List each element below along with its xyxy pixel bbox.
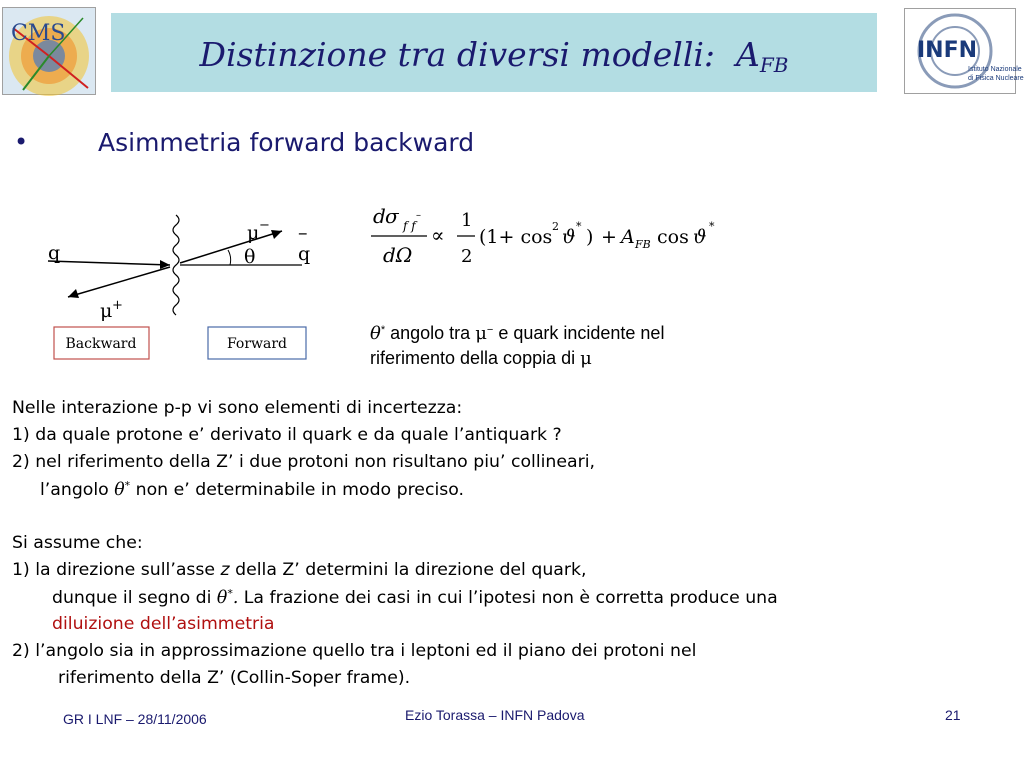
theta-symbol: θ (370, 323, 381, 344)
mu-symbol-2: μ (580, 348, 592, 369)
infn-logo (904, 8, 1024, 94)
scattering-diagram (40, 205, 330, 365)
mu-minus-label: μ (247, 222, 260, 244)
formula-two: 2 (461, 246, 473, 267)
formula-d: d (373, 204, 386, 228)
backward-label: Backward (65, 336, 137, 352)
theta-star: * (380, 324, 386, 336)
quark-label: q (48, 242, 61, 264)
angle-arc (228, 250, 231, 265)
body-line-7-star: * (227, 587, 233, 600)
theta-definition (370, 318, 664, 371)
formula-theta: ϑ (562, 226, 576, 248)
body-line-7-b: La frazione dei casi in cui l’ipotesi non è corretta produce una (238, 588, 778, 608)
mu-minus-arrowhead (271, 230, 282, 239)
formula-prop: ∝ (431, 223, 445, 247)
forward-label: Forward (226, 336, 288, 352)
antiquark-bar: – (298, 222, 308, 244)
footer-left: GR I LNF – 28/11/2006 (63, 711, 207, 727)
body-line-5: Si assume che: (12, 533, 143, 553)
formula-theta2: ϑ (693, 226, 707, 248)
formula-ff: f f (403, 219, 416, 233)
mu-minus-sign: − (259, 218, 270, 233)
body-line-6-z: z (220, 560, 230, 580)
body-line-2: 1) da quale protone e’ derivato il quark e da quale l’antiquark ? (12, 425, 562, 445)
theta-definition-line1 (370, 318, 664, 346)
title-symbol: A (736, 35, 760, 74)
body-line-6-a: 1) la direzione sull’asse (12, 560, 221, 580)
formula-A: A (621, 226, 635, 248)
slide-title (111, 35, 877, 77)
body-line-10: riferimento della Z’ (Collin-Soper frame). (58, 668, 411, 688)
mu-plus-arrowhead (68, 289, 79, 298)
body-line-3: 2) nel riferimento della Z’ i due protoni non risultano piu’ collineari, (12, 452, 595, 472)
body-line-1: Nelle interazione p-p vi sono elementi di incertezza: (12, 398, 463, 418)
infn-logo-sub1: Istituto Nazionale (968, 66, 1022, 73)
footer-center: Ezio Torassa – INFN Padova (405, 707, 585, 723)
mu-plus-label: μ (100, 300, 113, 322)
body-line-4-b: non e’ determinabile in modo preciso. (130, 480, 465, 500)
infn-logo-sub2: di Fisica Nucleare (968, 75, 1024, 82)
theta-text-c: riferimento della coppia di (370, 348, 581, 368)
formula-cos: cos (657, 226, 689, 248)
formula-star2: * (709, 220, 715, 233)
formula-paren-close: ) (586, 226, 594, 248)
formula-domega: dΩ (383, 243, 413, 267)
mu-plus-line (68, 267, 170, 297)
page-number: 21 (945, 707, 961, 723)
mu-minus-sup: − (486, 324, 494, 336)
wavy-line (173, 215, 179, 315)
theta-definition-line2 (370, 346, 664, 371)
body-line-7-a: dunque il segno di (52, 588, 217, 608)
body-line-8: diluizione dell’asimmetria (52, 614, 275, 634)
cms-logo-text: CMS (11, 21, 66, 46)
formula-square: 2 (552, 220, 559, 233)
body-line-7 (52, 587, 778, 608)
section-heading: Asimmetria forward backward (98, 128, 475, 157)
quark-line (48, 261, 170, 265)
title-subscript: FB (759, 53, 789, 77)
body-line-7-dot: . (232, 588, 239, 608)
body-line-6 (12, 560, 586, 580)
body-line-4-a: l’angolo (40, 480, 115, 500)
formula-plus: + (601, 226, 617, 248)
cms-logo (2, 7, 96, 95)
body-line-4-star: * (124, 479, 131, 492)
theta-text-b: e quark incidente nel (493, 323, 665, 343)
title-band (111, 13, 877, 92)
body-line-4 (40, 479, 464, 500)
formula-sigma: σ (385, 204, 399, 228)
body-line-7-theta: θ (216, 588, 228, 608)
body-line-4-theta: θ (114, 480, 125, 500)
formula-ff-bar: – (416, 210, 421, 221)
asymmetry-formula (365, 198, 745, 278)
formula-paren-open: (1+ cos (479, 226, 553, 248)
mu-plus-sign: + (112, 298, 123, 313)
formula-one: 1 (461, 210, 473, 231)
formula-FB: FB (635, 238, 651, 251)
body-line-6-b: della Z’ determini la direzione del quark, (229, 560, 587, 580)
infn-logo-text: INFN (917, 38, 978, 63)
antiquark-label: q (298, 243, 311, 265)
formula-star: * (576, 220, 582, 233)
body-line-9: 2) l’angolo sia in approssimazione quello tra i leptoni ed il piano dei protoni nel (12, 641, 697, 661)
title-main: Distinzione tra diversi modelli: (199, 35, 716, 74)
mu-symbol: μ (475, 323, 487, 344)
theta-label: θ (244, 246, 256, 268)
theta-text-a: angolo tra (385, 323, 476, 343)
bullet: • (14, 128, 29, 156)
